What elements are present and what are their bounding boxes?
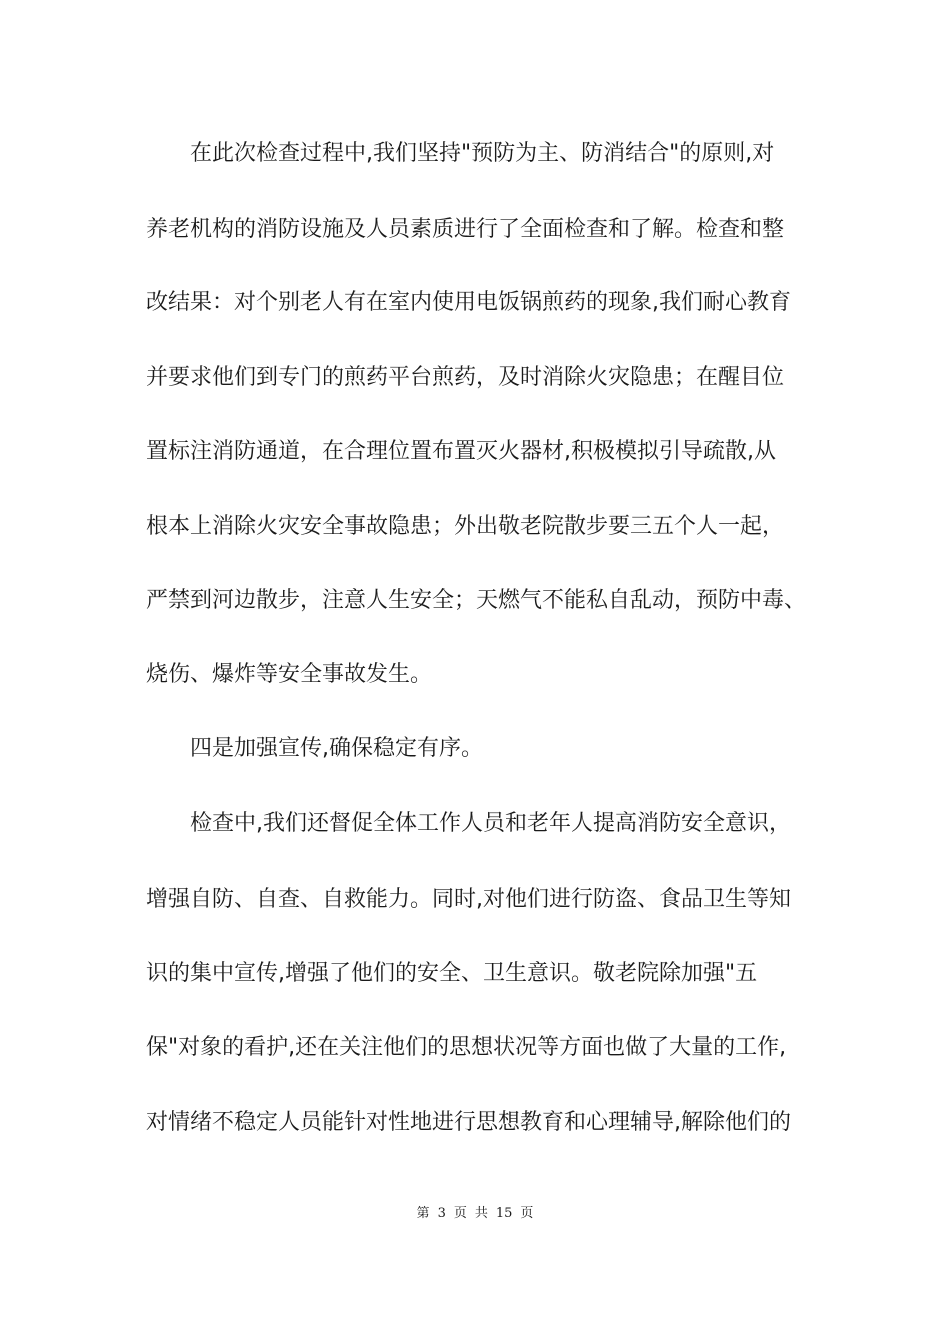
- footer-total-pages: 15: [495, 1206, 513, 1221]
- footer-word: 第: [416, 1206, 430, 1221]
- section-heading: 四是加强宣传,确保稳定有序。: [190, 736, 483, 761]
- paragraph-line: 增强自防、自查、自救能力。同时,对他们进行防盗、食品卫生等知: [146, 887, 791, 912]
- paragraph-line: 检查中,我们还督促全体工作人员和老年人提高消防安全意识，: [190, 811, 791, 836]
- footer-page-number: 3: [437, 1206, 446, 1221]
- paragraph-line: 严禁到河边散步，注意人生安全；天燃气不能私自乱动，预防中毒、: [146, 588, 807, 613]
- page-footer: [0, 1204, 950, 1224]
- paragraph-line: 养老机构的消防设施及人员素质进行了全面检查和了解。检查和整: [146, 217, 785, 242]
- footer-word: 共: [474, 1206, 488, 1221]
- paragraph-line: 保"对象的看护,还在关注他们的思想状况等方面也做了大量的工作,: [146, 1035, 787, 1060]
- paragraph-line: 根本上消除火灾安全事故隐患；外出敬老院散步要三五个人一起，: [146, 514, 785, 539]
- footer-word: 页: [453, 1206, 467, 1221]
- paragraph-line: 识的集中宣传,增强了他们的安全、卫生意识。敬老院除加强"五: [146, 961, 758, 986]
- paragraph-line: 烧伤、爆炸等安全事故发生。: [146, 662, 433, 687]
- paragraph-line: 在此次检查过程中,我们坚持"预防为主、防消结合"的原则,对: [190, 141, 775, 166]
- paragraph-line: 对情绪不稳定人员能针对性地进行思想教育和心理辅导,解除他们的: [146, 1110, 791, 1135]
- paragraph-line: 置标注消防通道，在合理位置布置灭火器材,积极模拟引导疏散,从: [146, 439, 776, 464]
- footer-word: 页: [520, 1206, 534, 1221]
- paragraph-line: 改结果：对个别老人有在室内使用电饭锅煎药的现象,我们耐心教育: [146, 290, 791, 315]
- paragraph-line: 并要求他们到专门的煎药平台煎药，及时消除火灾隐患；在醒目位: [146, 365, 785, 390]
